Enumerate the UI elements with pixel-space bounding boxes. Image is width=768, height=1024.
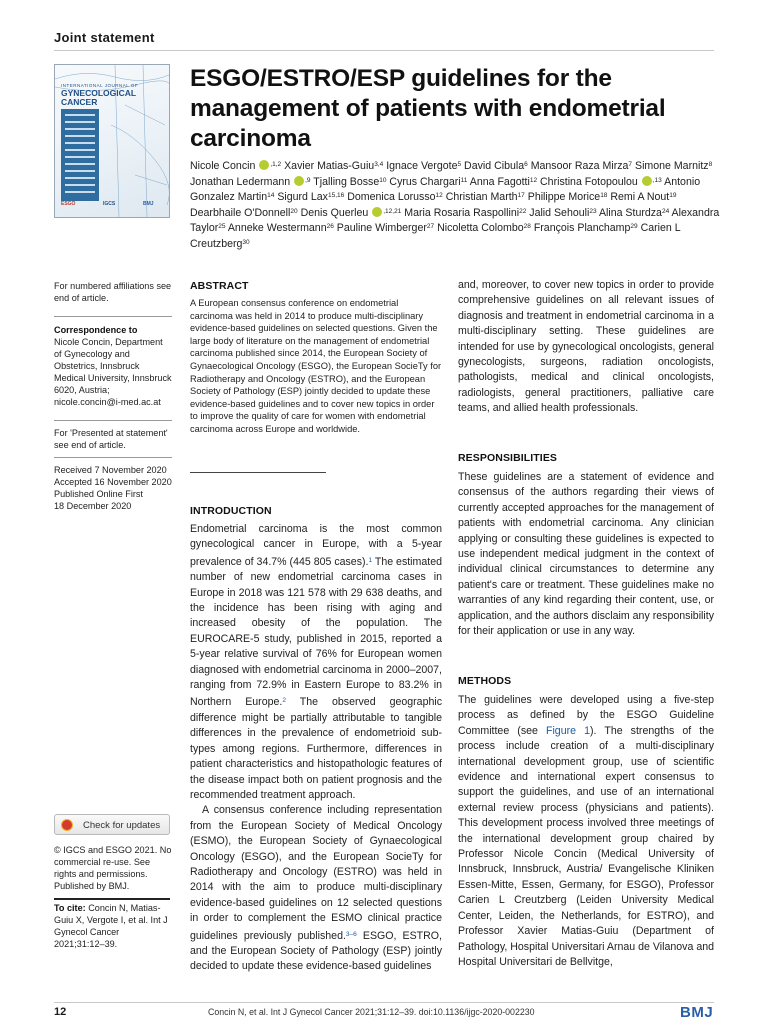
- author-name[interactable]: Anneke Westermann: [227, 222, 327, 235]
- author-affiliation: 29: [630, 223, 638, 231]
- cover-journal-line: INTERNATIONAL JOURNAL OF: [61, 83, 139, 88]
- author-entry: [190, 207, 298, 219]
- bmj-logo: BMJ: [680, 1004, 714, 1021]
- methods-text-b: ). The strengths of the process include creation of a multi-disciplinary international development group, use of scientific evidence and international expert consensus to support the guidelines, and use of an international external review process (physicians and patients). This development process involved three meetings of the international development group chaired by Professor Nicole Concin (Medical University of Innsbruck, Innsbruck, Austria/ Evangelische Kliniken Essen-Mitte, Essen, Germany, for ESGO), Professor Carien L Creutzberg (Leiden University Medical Center, Leiden, the Netherlands, for ESTRO), and Professor Xavier Matias-Guiu (Department of Pathology, Hospital Universitari Arnau de Vilanova and Hospital Universitari de Bellvitge,: [458, 724, 714, 968]
- author-entry: [534, 222, 638, 234]
- abstract-text: A European consensus conference on endometrial carcinoma was held in 2014 to produce multi-disciplinary evidence-based guidelines on selected questions. Given the large body of literature on the management of endometrial carcinoma published since 2014, the European Society of Gynaecological Oncology (ESGO), the European SocieTy for Radiotherapy and Oncology (ESTRO), and the European Society of Pathology (ESP) jointly decided to update these evidence-based guidelines and to cover new topics in order to improve the quality of care for women with endometrial carcinoma across Europe and worldwide.: [190, 298, 442, 434]
- author-affiliation: ,13: [652, 176, 662, 184]
- author-entry: [386, 160, 461, 172]
- author-name[interactable]: Dearbhaile O'Donnell: [190, 206, 291, 219]
- author-name[interactable]: Alexandra Taylor: [190, 206, 720, 235]
- author-affiliation: 27: [426, 223, 435, 231]
- cover-contents-panel: [61, 109, 99, 201]
- author-affiliation: 20: [290, 207, 298, 215]
- sidebar-divider: [54, 457, 172, 458]
- author-affiliation: 26: [326, 223, 334, 231]
- page-number: 12: [54, 1006, 67, 1018]
- author-name[interactable]: Christian Marth: [445, 191, 518, 204]
- published-label: Published Online First: [54, 489, 143, 499]
- author-entry: [528, 191, 608, 203]
- author-affiliation: 23: [589, 207, 597, 215]
- author-name[interactable]: Maria Rosaria Raspollini: [404, 206, 520, 219]
- author-entry: [529, 207, 596, 219]
- author-affiliation: 25: [218, 223, 226, 231]
- author-entry: [464, 160, 528, 172]
- author-name[interactable]: Pauline Wimberger: [336, 222, 427, 235]
- intro-paragraph-1b: The estimated number of new endometrial carcinoma cases in Europe in 2018 was 121 578 with 29 638 deaths, and the incidence has been rising with aging and increased obesity of the population. The EUROCARE-5 study, published in 2015, reported a 5-year relative survival of 76% for European women diagnosed with endometrial carcinoma in 2000–2007, ranging from 72.9% in Eastern Europe to 83.2% in Northern Europe.: [190, 555, 442, 709]
- author-entry: [437, 222, 531, 234]
- header-rule: [54, 50, 714, 51]
- abstract-heading: ABSTRACT: [190, 280, 249, 292]
- abstract-continuation-text: and, moreover, to cover new topics in order to provide comprehensive guidelines on all relevant issues of diagnosis and treatment in endometrial carcinoma in a multi-disciplinary setting. These guidelines are intended for use by gynecological oncologists, general gynecologists, surgeons, radiation oncologists, pathologists, medical and clinical oncologists, radiologists, general practitioners, palliative care teams, and allied health professionals.: [458, 279, 714, 415]
- orcid-icon[interactable]: [294, 176, 304, 186]
- author-entry: [190, 160, 281, 172]
- footer-citation: Concin N, et al. Int J Gynecol Cancer 2021;31:12–39. doi:10.1136/ijgc-2020-002230: [208, 1007, 535, 1017]
- author-name[interactable]: Mansoor Raza Mirza: [530, 160, 629, 172]
- to-cite-text: Concin N, Matias-Guiu X, Vergote I, et al. Int J Gynecol Cancer 2021;31:12–39.: [54, 903, 168, 949]
- journal-cover-thumbnail: [54, 64, 170, 218]
- author-entry: [404, 207, 526, 219]
- published-date: 18 December 2020: [54, 501, 132, 511]
- author-name[interactable]: David Cibula: [464, 160, 525, 172]
- responsibilities-text: These guidelines are a statement of evidence and consensus of the authors regarding their views of currently accepted approaches for the management of patients with endometrial carcinoma. Any clinician applying or consulting these guidelines is expected to use independent medical judgment in the context of individual clinical circumstances to determine any patient's care or treatment. These guidelines make no warranties of any kind regarding their content, use, or application, and the authors disclaim any responsibility for their application or use in any way.: [458, 471, 714, 638]
- author-affiliation: 14: [267, 192, 275, 200]
- author-affiliation: 3,4: [374, 161, 384, 168]
- cover-logo-igcs: IGCS: [103, 201, 116, 207]
- reference-2[interactable]: 2: [282, 697, 286, 705]
- author-name[interactable]: Simone Marnitz: [635, 160, 709, 172]
- to-cite-label: To cite:: [54, 903, 86, 913]
- author-affiliation: 8: [708, 161, 713, 168]
- orcid-icon[interactable]: [372, 207, 382, 217]
- intro-paragraph-1c: The observed geographic difference might be partially attributable to tangible differences in the prevalence of endometrioid sub-types among regions. Furthermore, differences in patient characteristics and histopathologic features of the disease impact both on patient prognosis and the recommended treatment approach.: [190, 696, 442, 801]
- author-name[interactable]: Remi A Nout: [610, 191, 670, 204]
- author-entry: [228, 222, 334, 234]
- author-entry: [446, 191, 525, 203]
- author-affiliation: 10: [379, 176, 387, 184]
- introduction-heading: INTRODUCTION: [190, 505, 272, 517]
- author-affiliation: 19: [669, 192, 677, 200]
- author-affiliation: 22: [519, 207, 527, 215]
- correspondence-heading: Correspondence to: [54, 325, 138, 335]
- author-affiliation: 24: [661, 207, 670, 215]
- author-name[interactable]: Nicole Concin: [190, 160, 256, 172]
- author-entry: [284, 160, 383, 172]
- check-for-updates-button[interactable]: [54, 814, 170, 835]
- author-entry: [610, 191, 676, 203]
- author-name[interactable]: François Planchamp: [533, 222, 631, 235]
- author-affiliation: 17: [517, 192, 525, 200]
- author-name[interactable]: Anna Fagotti: [469, 175, 530, 188]
- author-name[interactable]: Alina Sturdza: [598, 206, 662, 219]
- methods-text-a: The guidelines were developed using a five-step process as defined by the ESGO Guideline Committee (see: [458, 694, 714, 737]
- author-list: [190, 158, 724, 252]
- to-cite-block: [54, 902, 172, 950]
- author-affiliation: 30: [242, 238, 250, 246]
- correspondence-block: [54, 324, 172, 408]
- copyright-notice: © IGCS and ESGO 2021. No commercial re-use. See rights and permissions. Published by BMJ.: [54, 845, 172, 891]
- author-affiliation: 5: [457, 161, 462, 168]
- author-affiliation: 7: [628, 161, 633, 168]
- sidebar-divider: [54, 420, 172, 421]
- cover-journal-title: GYNECOLOGICAL CANCER: [61, 88, 136, 107]
- author-affiliation: 18: [600, 192, 608, 200]
- author-entry: [347, 191, 443, 203]
- responsibilities-heading: RESPONSIBILITIES: [458, 452, 558, 464]
- author-name[interactable]: Domenica Lorusso: [347, 191, 436, 204]
- author-affiliation: 6: [524, 161, 528, 168]
- intro-paragraph-2a: A consensus conference including representation from the European Society of Medical Oncology (ESMO), the European Society of Gynaecological Oncology (ESGO), and the European SocieTy for Radiotherapy and Oncology (ESTRO) was held in 2014 with the aim to produce multi-disciplinary evidence-based guidelines on 12 selected questions in order to complement the ESMO clinical practice guidelines previously published.: [190, 804, 442, 942]
- author-name[interactable]: Ignace Vergote: [386, 160, 458, 172]
- author-entry: [531, 160, 632, 172]
- author-entry: [470, 176, 537, 188]
- author-entry: [389, 176, 467, 188]
- author-affiliation: ,1,2: [270, 161, 282, 168]
- author-name[interactable]: Tjalling Bosse: [313, 175, 380, 188]
- section-label: Joint statement: [54, 30, 155, 45]
- author-affiliation: ,9: [305, 176, 311, 184]
- author-name[interactable]: Philippe Morice: [527, 191, 601, 204]
- figure-1-link[interactable]: Figure 1: [545, 724, 590, 737]
- footer-rule: [54, 1002, 714, 1003]
- methods-text: [458, 693, 714, 970]
- author-entry: [301, 207, 402, 219]
- crossmark-icon: [61, 819, 73, 831]
- author-name[interactable]: Christina Fotopoulou: [540, 175, 638, 188]
- author-name[interactable]: Carien L Creutzberg: [190, 222, 681, 250]
- author-entry: [635, 160, 712, 172]
- author-entry: [337, 222, 434, 234]
- author-name[interactable]: Antonio Gonzalez Martin: [190, 175, 701, 204]
- author-name[interactable]: Sigurd Lax: [277, 191, 328, 204]
- article-title: ESGO/ESTRO/ESP guidelines for the management of patients with endometrial carcinoma: [190, 65, 666, 152]
- sidebar-divider: [54, 316, 172, 317]
- correspondence-body: Nicole Concin, Department of Gynecology and Obstetrics, Innsbruck Medical University, Innsbruck 6020, Austria; nicole.concin@i-med.ac.at: [54, 337, 172, 407]
- author-affiliation: ,12,21: [383, 207, 402, 215]
- reference-3-6[interactable]: 3–6: [345, 930, 357, 938]
- author-affiliation: 11: [460, 176, 468, 184]
- affiliations-note: For numbered affiliations see end of article.: [54, 281, 172, 303]
- intro-paragraph-2b: ESGO, ESTRO, and the European Society of Pathology (ESP) jointly decided to update these evidence-based guidelines: [190, 929, 442, 973]
- author-entry: [277, 191, 344, 203]
- check-for-updates-label: Check for updates: [83, 820, 161, 831]
- author-entry: [190, 176, 311, 188]
- author-affiliation: 12: [435, 192, 443, 200]
- article-dates: [54, 464, 172, 512]
- author-affiliation: 28: [523, 223, 531, 231]
- orcid-icon[interactable]: [259, 160, 269, 170]
- orcid-icon[interactable]: [642, 176, 652, 186]
- abstract-rule: [190, 472, 326, 473]
- author-name[interactable]: Jalid Sehouli: [529, 206, 590, 219]
- reference-1[interactable]: 1: [368, 556, 373, 564]
- author-name[interactable]: Cyrus Chargari: [389, 175, 461, 188]
- cover-logo-bmj: BMJ: [143, 201, 154, 207]
- author-name[interactable]: Nicoletta Colombo: [437, 222, 524, 235]
- cover-logo-esgo: ESGO: [61, 201, 76, 207]
- author-entry: [540, 176, 662, 188]
- received-date: Received 7 November 2020: [54, 465, 167, 475]
- accepted-date: Accepted 16 November 2020: [54, 477, 172, 487]
- to-cite-rule: [54, 898, 170, 900]
- author-name[interactable]: Xavier Matias-Guiu: [284, 160, 375, 172]
- author-affiliation: 12: [529, 176, 538, 184]
- author-affiliation: 15,16: [327, 192, 345, 200]
- author-entry: [313, 176, 386, 188]
- author-name[interactable]: Jonathan Ledermann: [190, 175, 291, 188]
- intro-paragraph-1a: Endometrial carcinoma is the most common gynecological cancer in Europe, with a 5-year prevalence of 34.7% (445 805 cases).: [190, 523, 442, 568]
- presented-note: For 'Presented at statement' see end of article.: [54, 428, 168, 450]
- introduction-text: [190, 522, 442, 975]
- author-entry: [599, 207, 669, 219]
- author-name[interactable]: Denis Querleu: [300, 206, 369, 219]
- methods-heading: METHODS: [458, 675, 512, 687]
